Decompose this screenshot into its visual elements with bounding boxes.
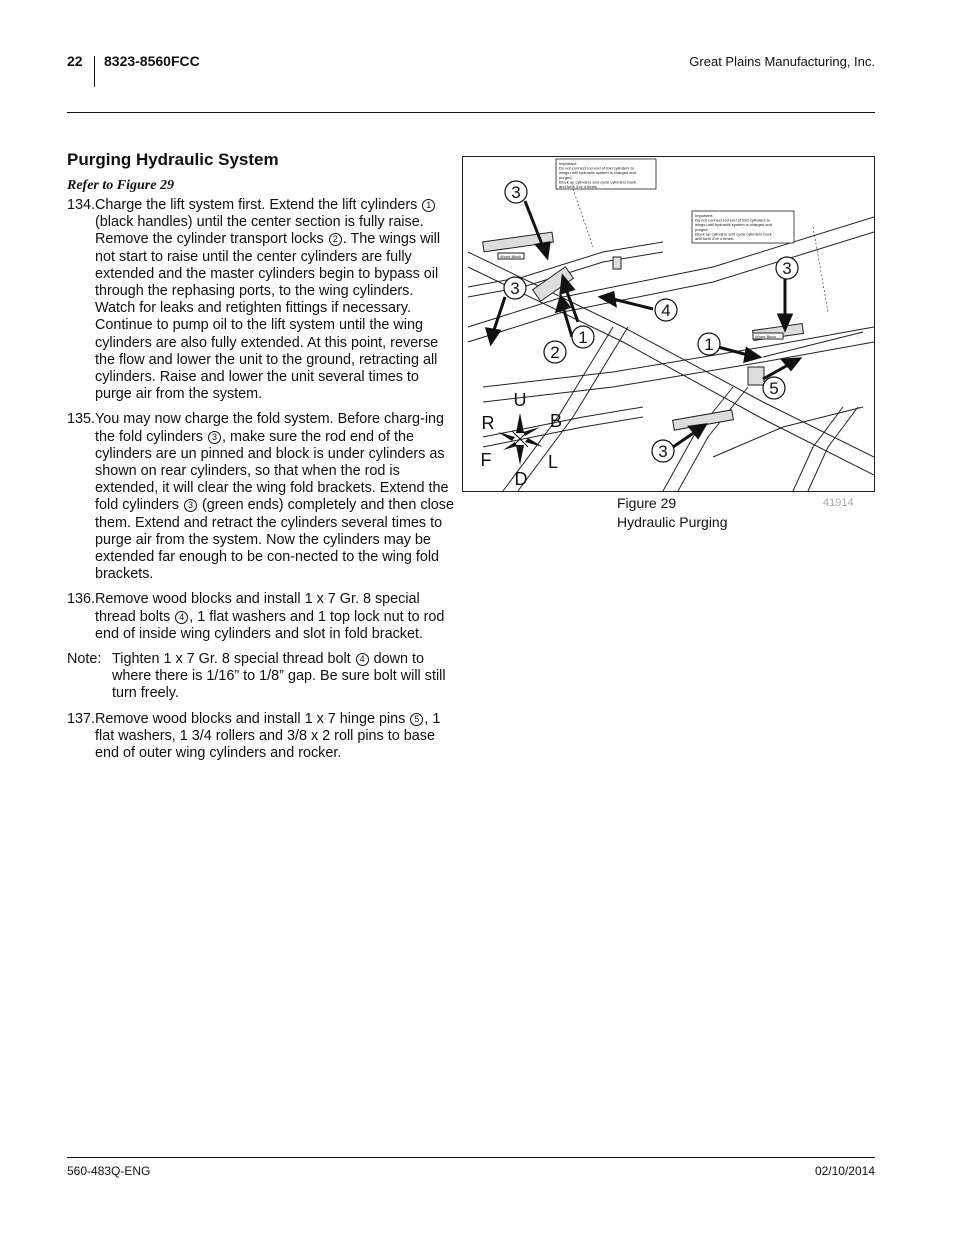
svg-text:3: 3 [782,259,792,278]
callout-1-icon [698,333,720,355]
wood-block-label: Wood Block [755,334,777,339]
callout-5-icon: 5 [410,713,423,726]
header-divider [94,56,95,87]
section-title: Purging Hydraulic System [67,150,279,169]
important-label-1 [556,159,656,189]
callout-2-icon [544,341,566,363]
callout-4-icon: 4 [175,611,188,624]
compass-down-label: D [514,469,528,489]
footer-rule [67,1157,875,1158]
step-136 [67,591,457,643]
compass-up-label: U [513,390,527,410]
callout-3-icon [652,440,674,462]
step-text: Charge the lift system first. Extend the lift cylinders 1 (black handles) until the center section is fully raise. Remove the cylinder transport locks 2 . The wings will not start to raise until the center cylinders are fully extended and the master cylinders begin to bypass oil through the rephasing ports, to the wing cylinders. Watch for leaks and retighten fittings if necessary. Continue to pump oil to the lift system until the wing cylinders are also fully extended. At this point, reverse the flow and lower the unit to the ground, retracting all cylinders. Raise and lower the unit several times to purge air from the system. [95,197,441,403]
note-label: Note: [67,651,102,668]
callout-4-icon [655,299,677,321]
callout-3-icon [776,257,798,279]
svg-text:3: 3 [658,442,668,461]
page-number: 22 [67,53,83,69]
callout-1-icon [572,326,594,348]
svg-text:5: 5 [769,379,779,398]
company-name: Great Plains Manufacturing, Inc. [689,54,875,69]
callout-3-icon [505,181,527,203]
hydraulic-diagram [463,157,874,491]
step-text: Remove wood blocks and install 1 x 7 Gr. 8 special thread bolts 4 , 1 flat washers and 1 top lock nut to rod end of inside wing cylinders and slot in fold bracket. [95,591,445,642]
header-rule [67,112,875,113]
callout-3-icon: 3 [184,499,197,512]
note [67,651,457,703]
step-number: 136. [67,591,96,608]
compass-back-label: B [549,411,563,431]
compass-front-label: F [480,450,492,470]
step-number: 135. [67,411,96,428]
step-number: 137. [67,710,96,727]
note-text: Tighten 1 x 7 Gr. 8 special thread bolt 4 down to where there is 1/16” to 1/8” gap. Be sure bolt will still turn freely. [112,651,446,702]
svg-text:1: 1 [704,335,714,354]
svg-text:3: 3 [510,279,520,298]
model-number: 8323-8560FCC [104,53,200,69]
figure-caption-number: Figure 29 [617,495,677,511]
figure-image-id: 41914 [823,497,854,509]
svg-text:3: 3 [511,183,521,202]
hydraulic-purging-figure [462,156,875,492]
document-id: 560-483Q-ENG [67,1164,151,1178]
important-label-text: Important: Do not connect rod end of fold cylinders to wings until hydraulic system is charged and purged. Block up cylinders and cycle cylinders back and forth 3 or 4 times. [695,213,772,241]
step-text: You may now charge the fold system. Before charg-ing the fold cylinders 3 , make sure the rod end of the cylinders are un pinned and block is under cylinders as shown on rear cylinders, so that when the rod is extended, it will clear the wing fold brackets. Extend the fold cylinders 3 (green ends) completely and then close them. Extend and retract the cylinders several times to purge air from the system. Now the cylinders may be extended far enough to be con-nected to the wing fold brackets. [95,411,454,583]
step-text: Remove wood blocks and install 1 x 7 hinge pins 5 , 1 flat washers, 1 3/4 rollers and 3/8 x 2 roll pins to base end of outer wing cylinders and rocker. [95,710,441,762]
callout-1-icon: 1 [422,199,435,212]
svg-text:4: 4 [661,301,671,320]
figure-caption-title: Hydraulic Purging [617,514,728,530]
important-label-text: Important: Do not connect rod end of fold cylinders to wings until hydraulic system is charged and purged. Block up cylinders and cycle cylinders back and forth 3 or 4 times. [559,161,636,189]
callout-3-icon: 3 [208,431,221,444]
callout-4-icon: 4 [356,653,369,666]
svg-text:2: 2 [550,343,560,362]
figure-reference: Refer to Figure 29 [67,178,174,193]
instruction-steps [67,197,457,770]
callout-2-icon: 2 [329,233,342,246]
step-135 [67,411,457,583]
step-134 [67,197,457,403]
wood-block-label: Wood Block [500,254,522,259]
important-label-2 [692,211,794,243]
callout-5-icon [763,377,785,399]
step-number: 134. [67,197,96,213]
compass-left-label: L [547,452,559,472]
document-date: 02/10/2014 [814,1164,875,1178]
compass-right-label: R [481,413,495,433]
callout-3-icon [504,277,526,299]
step-137 [67,711,457,763]
svg-text:1: 1 [578,328,588,347]
